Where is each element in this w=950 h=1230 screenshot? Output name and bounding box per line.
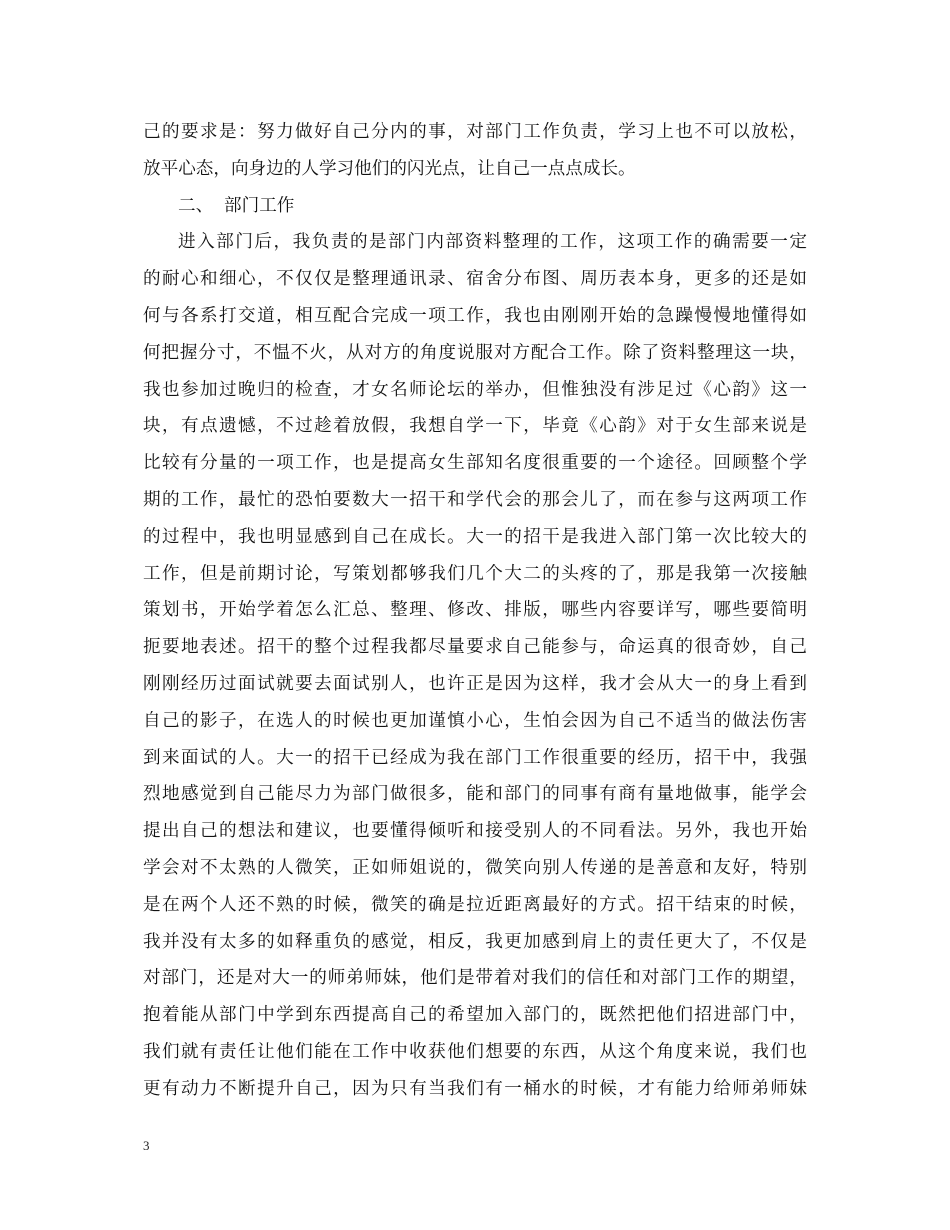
section-number: 二、 xyxy=(178,195,214,216)
text-line: 烈地感觉到自己能尽力为部门做很多，能和部门的同事有商有量地做事，能学会 xyxy=(143,784,807,805)
text-line: 到来面试的人。大一的招干已经成为我在部门工作很重要的经历，招干中，我强 xyxy=(143,747,807,768)
text-line: 抱着能从部门中学到东西提高自己的希望加入部门的，既然把他们招进部门中， xyxy=(143,1005,807,1026)
text-line: 期的工作，最忙的恐怕要数大一招干和学代会的那会儿了，而在参与这两项工作 xyxy=(143,489,807,510)
text-line: 学会对不太熟的人微笑，正如师姐说的，微笑向别人传递的是善意和友好，特别 xyxy=(143,857,807,878)
section-title: 部门工作 xyxy=(224,195,295,216)
text-line: 更有动力不断提升自己，因为只有当我们有一桶水的时候，才有能力给师弟师妹 xyxy=(143,1078,807,1099)
text-line: 自己的影子，在选人的时候也更加谨慎小心，生怕会因为自己不适当的做法伤害 xyxy=(143,710,807,731)
text-line: 工作，但是前期讨论，写策划都够我们几个大二的头疼的了，那是我第一次接触 xyxy=(143,563,807,584)
document-body xyxy=(143,114,807,1108)
text-line: 的过程中，我也明显感到自己在成长。大一的招干是我进入部门第一次比较大的 xyxy=(143,526,807,547)
section-heading xyxy=(143,188,807,225)
text-line: 刚刚经历过面试就要去面试别人，也许正是因为这样，我才会从大一的身上看到 xyxy=(143,673,807,694)
text-line: 放平心态，向身边的人学习他们的闪光点，让自己一点点成长。 xyxy=(143,158,636,179)
text-line: 何把握分寸，不愠不火，从对方的角度说服对方配合工作。除了资料整理这一块， xyxy=(143,342,807,363)
text-line: 策划书，开始学着怎么汇总、整理、修改、排版，哪些内容要详写，哪些要简明 xyxy=(143,600,807,621)
paragraph xyxy=(143,224,807,1107)
text-line: 我们就有责任让他们能在工作中收获他们想要的东西，从这个角度来说，我们也 xyxy=(143,1041,807,1062)
text-line: 我也参加过晚归的检查，才女名师论坛的举办，但惟独没有涉足过《心韵》这一 xyxy=(143,379,807,400)
text-line: 提出自己的想法和建议，也要懂得倾听和接受别人的不同看法。另外，我也开始 xyxy=(143,821,807,842)
text-line: 扼要地表述。招干的整个过程我都尽量要求自己能参与，命运真的很奇妙，自己 xyxy=(143,637,807,658)
text-line: 的耐心和细心，不仅仅是整理通讯录、宿舍分布图、周历表本身，更多的还是如 xyxy=(143,269,807,290)
text-line: 比较有分量的一项工作，也是提高女生部知名度很重要的一个途径。回顾整个学 xyxy=(143,453,807,474)
text-line: 进入部门后，我负责的是部门内部资料整理的工作，这项工作的确需要一定 xyxy=(178,232,807,253)
text-line: 块，有点遗憾，不过趁着放假，我想自学一下，毕竟《心韵》对于女生部来说是 xyxy=(143,416,807,437)
text-line: 对部门，还是对大一的师弟师妹，他们是带着对我们的信任和对部门工作的期望， xyxy=(143,968,807,989)
text-line: 我并没有太多的如释重负的感觉，相反，我更加感到肩上的责任更大了，不仅是 xyxy=(143,931,807,952)
text-line: 何与各系打交道，相互配合完成一项工作，我也由刚刚开始的急躁慢慢地懂得如 xyxy=(143,305,807,326)
text-line: 己的要求是：努力做好自己分内的事，对部门工作负责，学习上也不可以放松， xyxy=(143,122,807,142)
page-number: 3 xyxy=(143,1138,150,1153)
text-line: 是在两个人还不熟的时候，微笑的确是拉近距离最好的方式。招干结束的时候， xyxy=(143,894,807,915)
